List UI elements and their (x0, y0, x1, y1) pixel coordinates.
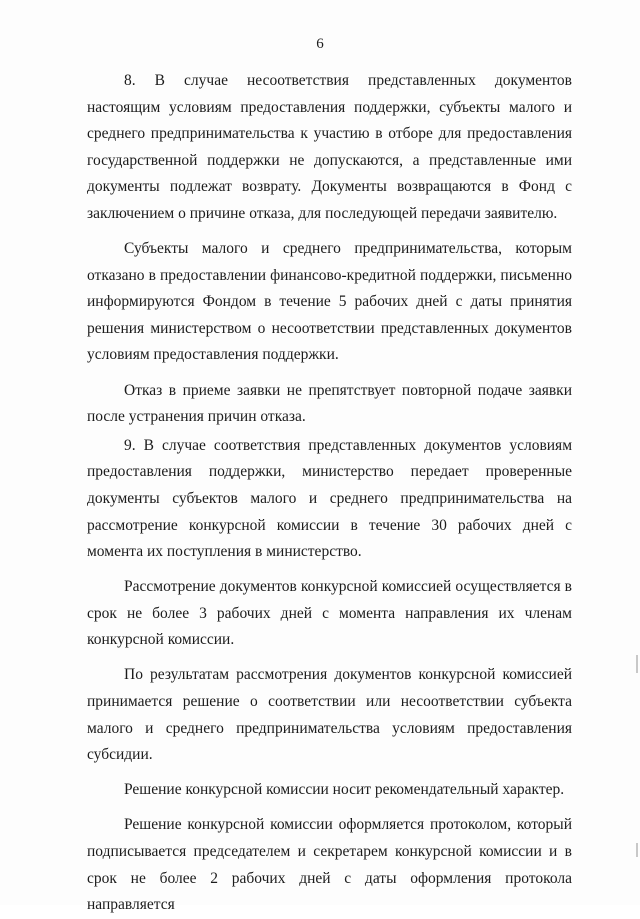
scan-edge-mark (636, 843, 638, 857)
paragraph-refusal-notice: Субъекты малого и среднего предпринимательства, которым отказано в предоставлении финансово-кредитной поддержки, письменно информируются Фондом в течение 5 рабочих дней с даты принятия решения министерством о несоответствии представленных документов условиям предоставления поддержки. (87, 240, 572, 364)
paragraph-8-rejection: 8. В случае несоответствия представленных документов настоящим условиям предоставления поддержки, субъекты малого и среднего предпринимательства к участию в отборе для предоставления государственной поддержки не допускаются, а представленные ими документы подлежат возврату. Документы возвращаются в Фонд с заключением о причине отказа, для последующей передачи заявителю. (87, 72, 572, 222)
paragraph-review-results: По результатам рассмотрения документов конкурсной комиссией принимается решение о соответствии или несоответствии субъекта малого и среднего предпринимательства условиям предоставления субсидии. (87, 666, 572, 764)
scan-edge-mark (636, 655, 638, 673)
paragraph-advisory-nature: Решение конкурсной комиссии носит рекомендательный характер. (124, 781, 565, 799)
paragraph-protocol: Решение конкурсной комиссии оформляется протоколом, который подписывается председателем и секретарем конкурсной комиссии и в срок не более 2 рабочих дней с даты оформления протокола направляется (87, 816, 572, 914)
paragraph-9-compliance: 9. В случае соответствия представленных документов условиям предоставления поддержки, министерство передает проверенные документы субъектов малого и среднего предпринимательства на рассмотрение конкурсной комиссии в течение 30 рабочих дней с момента их поступления в министерство. (87, 436, 572, 561)
paragraph-review-term: Рассмотрение документов конкурсной комиссией осуществляется в срок не более 3 рабочих дней с момента направления их членам конкурсной комиссии. (87, 578, 572, 649)
paragraph-resubmission: Отказ в приеме заявки не препятствует повторной подаче заявки после устранения причин отказа. (87, 381, 572, 426)
page-number: 6 (316, 36, 324, 52)
document-body (87, 68, 572, 919)
